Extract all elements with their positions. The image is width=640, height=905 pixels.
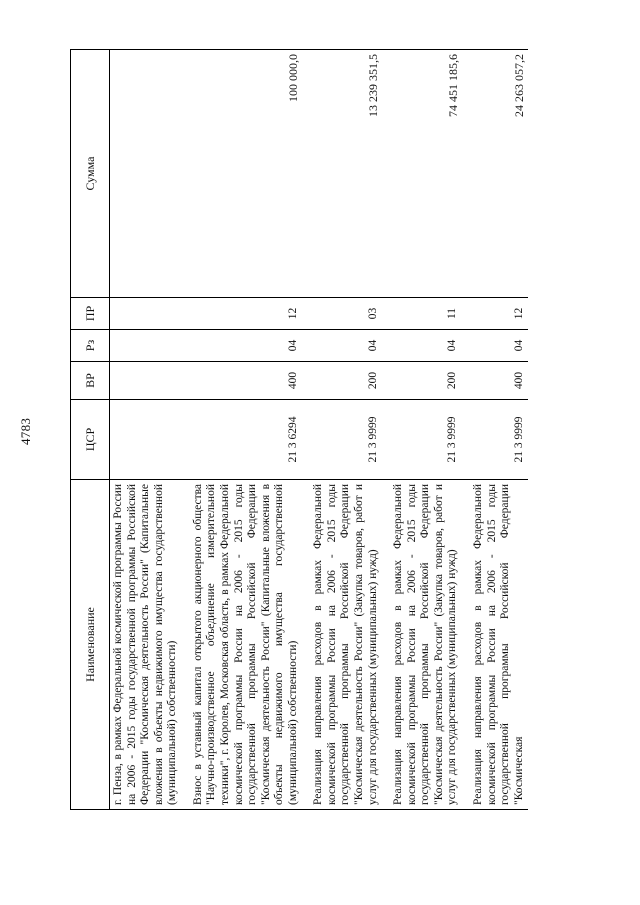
row-rz: 04 (182, 330, 303, 362)
row-vr: 400 (182, 362, 303, 400)
header-csr: ЦСР (71, 400, 110, 480)
row-vr: 400 (462, 362, 528, 400)
header-name: Наименование (71, 480, 110, 810)
page-number: 4783 (18, 417, 33, 445)
row-name: Реализация направления расходов в рамках Федеральной космической программы России на 2006 - 2015 годы государственной программы Российской Федерации "Космическая (462, 480, 528, 810)
row-sum: 100 000,0 (182, 50, 303, 298)
row-pr (110, 298, 182, 330)
row-csr (110, 400, 182, 480)
row-pr: 11 (382, 298, 462, 330)
row-csr: 21 3 9999 (382, 400, 462, 480)
row-pr: 12 (182, 298, 303, 330)
row-sum: 24 263 057,2 (462, 50, 528, 298)
table-row (462, 50, 528, 810)
row-rz: 04 (382, 330, 462, 362)
row-sum: 13 239 351,5 (302, 50, 382, 298)
row-pr: 12 (462, 298, 528, 330)
table-header-row (71, 50, 110, 810)
row-name: Реализация направления расходов в рамках Федеральной космической программы России на 2006 - 2015 годы государственной программы Российской Федерации "Космическая деятельность России" (Закупка товаров, работ и услуг для государственных (муниципальных) нужд) (302, 480, 382, 810)
row-csr: 21 3 6294 (182, 400, 303, 480)
row-name: Взнос в уставный капитал открытого акционерного общества "Научно-производственное объединение измерительной техники", г. Королев, Московская область, в рамках Федеральной космической программы России на 2006 - 2015 годы государственной программы Российской Федерации "Космическая деятельность России" (Капитальные вложения в объекты недвижимого имущества государственной (муниципальной) собственности) (182, 480, 303, 810)
header-pr: ПР (71, 298, 110, 330)
row-rz (110, 330, 182, 362)
table-row (110, 50, 182, 810)
row-vr: 200 (302, 362, 382, 400)
row-sum (110, 50, 182, 298)
table-row (182, 50, 303, 810)
table-row (302, 50, 382, 810)
row-csr: 21 3 9999 (462, 400, 528, 480)
row-csr: 21 3 9999 (302, 400, 382, 480)
row-name: Реализация направления расходов в рамках Федеральной космической программы России на 2006 - 2015 годы государственной программы Российской Федерации "Космическая деятельность России" (Закупка товаров, работ и услуг для государственных (муниципальных) нужд) (382, 480, 462, 810)
header-vr: ВР (71, 362, 110, 400)
row-vr: 200 (382, 362, 462, 400)
header-sum: Сумма (71, 50, 110, 298)
budget-table (70, 49, 528, 810)
row-rz: 04 (462, 330, 528, 362)
rotated-budget-table (70, 50, 600, 810)
row-vr (110, 362, 182, 400)
row-sum: 74 451 185,6 (382, 50, 462, 298)
header-rz: Рз (71, 330, 110, 362)
row-rz: 04 (302, 330, 382, 362)
row-pr: 03 (302, 298, 382, 330)
row-name: г. Пенза, в рамках Федеральной космической программы России на 2006 - 2015 годы государственной программы Российской Федерации "Космическая деятельность России" (Капитальные вложения в объекты недвижимого имущества государственной (муниципальной) собственности) (110, 480, 182, 810)
table-row (382, 50, 462, 810)
